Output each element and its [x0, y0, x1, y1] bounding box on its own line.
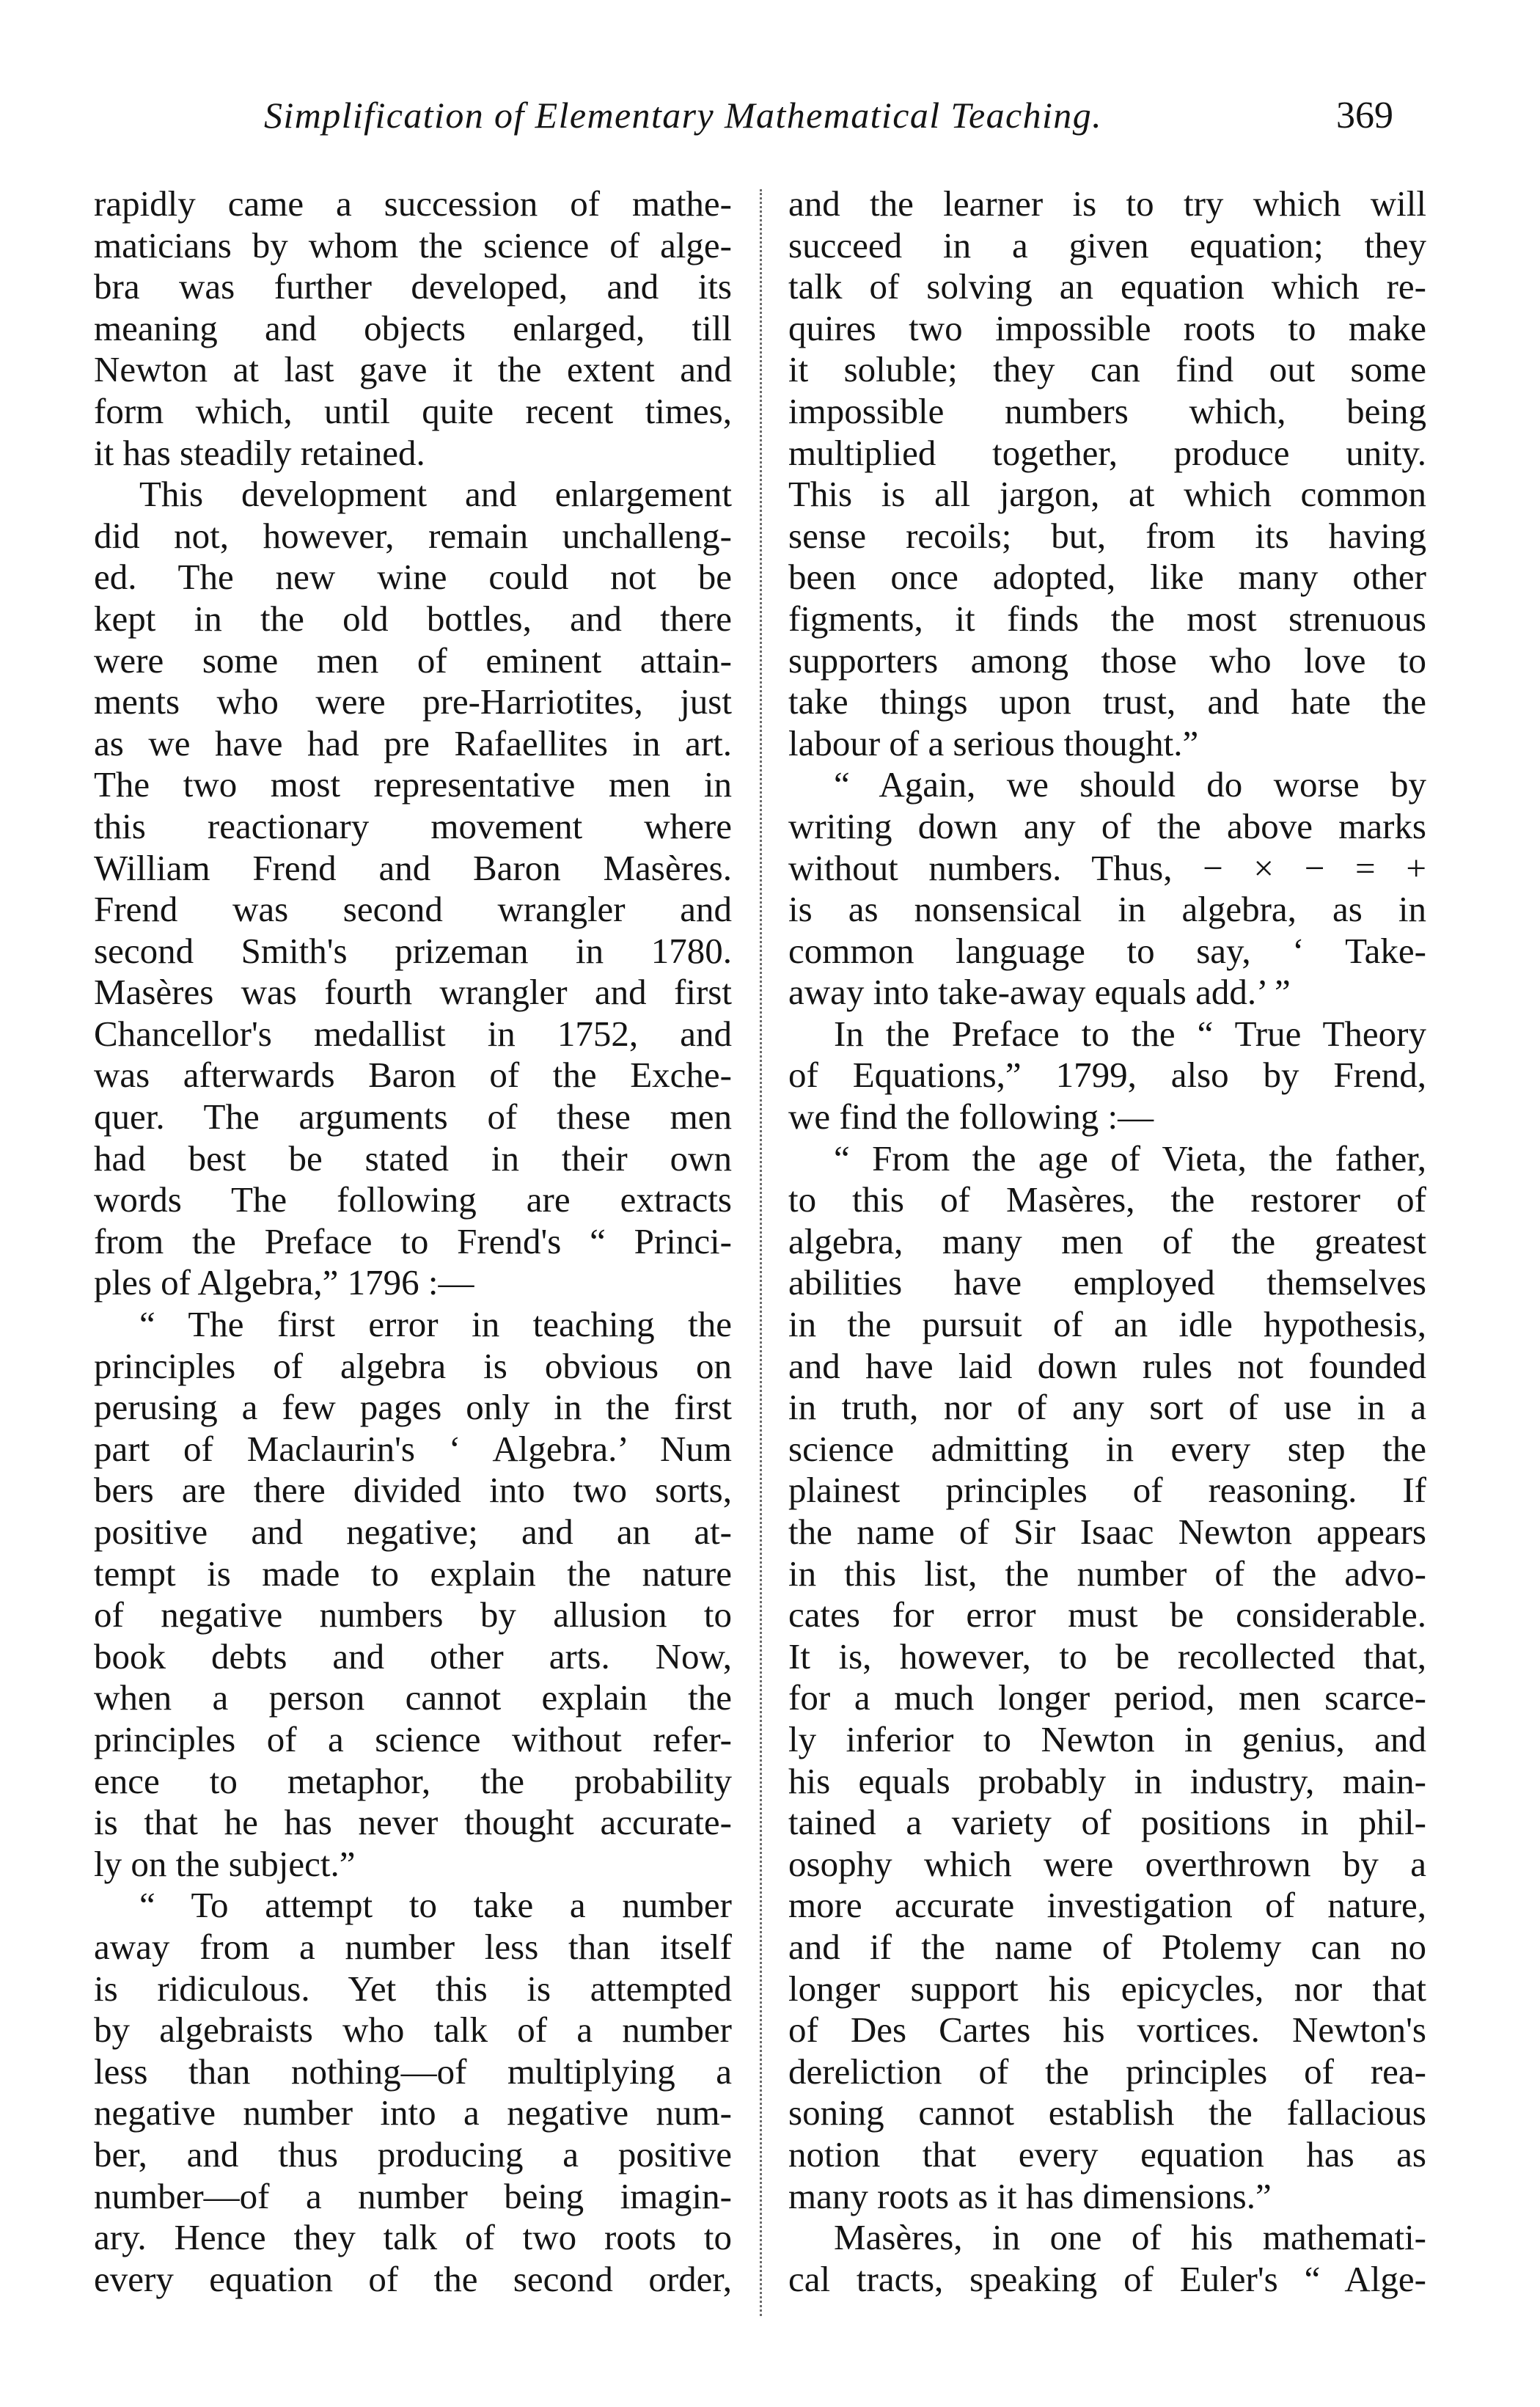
text-line: as we have had pre Rafaellites in art. [94, 722, 732, 763]
text-line: tained a variety of positions in phil- [788, 1802, 1426, 1843]
left-text-column [94, 183, 732, 2300]
text-line: principles of a science without refer- [94, 1718, 732, 1759]
text-line: is ridiculous. Yet this is attempted [94, 1968, 732, 2009]
text-line: longer support his epicycles, nor that [788, 1968, 1426, 2009]
text-line: sense recoils; but, from its having [788, 515, 1426, 556]
text-line: bra was further developed, and its [94, 266, 732, 307]
text-line: been once adopted, like many other [788, 557, 1426, 598]
text-line: every equation of the second order, [94, 2258, 732, 2299]
text-line: and have laid down rules not founded [788, 1345, 1426, 1386]
text-line: second Smith's prizeman in 1780. [94, 930, 732, 971]
text-line: soning cannot establish the fallacious [788, 2092, 1426, 2133]
text-line: ence to metaphor, the probability [94, 1760, 732, 1801]
text-line: ples of Algebra,” 1796 :— [94, 1262, 474, 1303]
text-line: bers are there divided into two sorts, [94, 1470, 732, 1511]
text-line: impossible numbers which, being [788, 390, 1426, 431]
text-line: tempt is made to explain the nature [94, 1553, 732, 1594]
text-line: the name of Sir Isaac Newton appears [788, 1512, 1426, 1552]
text-line: his equals probably in industry, main- [788, 1760, 1426, 1801]
text-line: algebra, many men of the greatest [788, 1220, 1426, 1261]
text-line: ly inferior to Newton in genius, and [788, 1718, 1426, 1759]
text-line: plainest principles of reasoning. If [788, 1470, 1426, 1511]
text-line: it soluble; they can find out some [788, 349, 1426, 390]
text-line: labour of a serious thought.” [788, 722, 1199, 763]
text-line: and if the name of Ptolemy can no [788, 1926, 1426, 1967]
text-line: ber, and thus producing a positive [94, 2133, 732, 2175]
text-line: of Des Cartes his vortices. Newton's [788, 2010, 1426, 2051]
text-line: did not, however, remain unchalleng- [94, 515, 732, 556]
text-line: It is, however, to be recollected that, [788, 1635, 1426, 1677]
text-line: is as nonsensical in algebra, as in [788, 889, 1426, 930]
text-line: by algebraists who talk of a number [94, 2010, 732, 2051]
text-line: of negative numbers by allusion to [94, 1594, 732, 1635]
text-line: of Equations,” 1799, also by Frend, [788, 1055, 1426, 1096]
text-line: supporters among those who love to [788, 640, 1426, 681]
text-line: The two most representative men in [94, 764, 732, 805]
text-line: less than nothing—of multiplying a [94, 2051, 732, 2092]
text-line: ly on the subject.” [94, 1843, 356, 1884]
text-line: kept in the old bottles, and there [94, 598, 732, 639]
text-line: writing down any of the above marks [788, 805, 1426, 846]
right-text-column [788, 183, 1426, 2300]
text-line: had best be stated in their own [94, 1137, 732, 1179]
text-line: rapidly came a succession of mathe- [94, 183, 732, 224]
text-line: form which, until quite recent times, [94, 390, 732, 431]
text-line: part of Maclaurin's ‘ Algebra.’ Num [94, 1428, 732, 1469]
text-line: number—of a number being imagin- [94, 2175, 732, 2216]
text-line: it has steadily retained. [94, 432, 425, 473]
text-line: quer. The arguments of these men [94, 1096, 732, 1137]
text-line: in the pursuit of an idle hypothesis, [788, 1304, 1426, 1345]
text-line: Chancellor's medallist in 1752, and [94, 1013, 732, 1054]
text-line: Masères, in one of his mathemati- [834, 2217, 1426, 2258]
text-line: positive and negative; and an at- [94, 1512, 732, 1552]
text-line: in this list, the number of the advo- [788, 1553, 1426, 1594]
text-line: to this of Masères, the restorer of [788, 1179, 1426, 1220]
text-line: more accurate investigation of nature, [788, 1885, 1426, 1926]
text-line: This is all jargon, at which common [788, 474, 1426, 515]
text-line: This development and enlargement [139, 474, 732, 515]
text-line: “ Again, we should do worse by [834, 764, 1426, 805]
text-line: “ The first error in teaching the [139, 1304, 732, 1345]
text-line: negative number into a negative num- [94, 2092, 732, 2133]
text-line: from the Preface to Frend's “ Princi- [94, 1220, 732, 1261]
text-line: away into take-away equals add.’ ” [788, 972, 1291, 1013]
text-line: meaning and objects enlarged, till [94, 307, 732, 348]
text-line: for a much longer period, men scarce- [788, 1677, 1426, 1718]
text-line: “ From the age of Vieta, the father, [834, 1137, 1426, 1179]
text-line: when a person cannot explain the [94, 1677, 732, 1718]
page-number: 369 [1336, 95, 1393, 136]
text-line: Frend was second wrangler and [94, 889, 732, 930]
text-line: science admitting in every step the [788, 1428, 1426, 1469]
text-line: words The following are extracts [94, 1179, 732, 1220]
text-line: ary. Hence they talk of two roots to [94, 2217, 732, 2258]
text-line: ed. The new wine could not be [94, 557, 732, 598]
text-line: multiplied together, produce unity. [788, 432, 1426, 473]
text-line: many roots as it has dimensions.” [788, 2175, 1272, 2216]
text-line: this reactionary movement where [94, 805, 732, 846]
text-line: away from a number less than itself [94, 1926, 732, 1967]
text-line: osophy which were overthrown by a [788, 1843, 1426, 1884]
text-line: abilities have employed themselves [788, 1262, 1426, 1303]
text-line: and the learner is to try which will [788, 183, 1426, 224]
text-line: take things upon trust, and hate the [788, 681, 1426, 722]
text-line: talk of solving an equation which re- [788, 266, 1426, 307]
text-line: maticians by whom the science of alge- [94, 224, 732, 265]
text-line: dereliction of the principles of rea- [788, 2051, 1426, 2092]
text-line: cal tracts, speaking of Euler's “ Alge- [788, 2258, 1426, 2299]
text-line: common language to say, ‘ Take- [788, 930, 1426, 971]
text-line: notion that every equation has as [788, 2133, 1426, 2175]
text-line: In the Preface to the “ True Theory [834, 1013, 1426, 1054]
text-line: William Frend and Baron Masères. [94, 847, 732, 888]
text-line: was afterwards Baron of the Exche- [94, 1055, 732, 1096]
text-line: cates for error must be considerable. [788, 1594, 1426, 1635]
text-line: principles of algebra is obvious on [94, 1345, 732, 1386]
text-line: Masères was fourth wrangler and first [94, 972, 732, 1013]
text-line: quires two impossible roots to make [788, 307, 1426, 348]
text-line: figments, it finds the most strenuous [788, 598, 1426, 639]
text-line: were some men of eminent attain- [94, 640, 732, 681]
text-line: “ To attempt to take a number [139, 1885, 732, 1926]
text-line: succeed in a given equation; they [788, 224, 1426, 265]
text-line: perusing a few pages only in the first [94, 1387, 732, 1428]
running-head [147, 88, 1445, 154]
text-line: without numbers. Thus, − × − = + [788, 847, 1426, 888]
text-line: we find the following :— [788, 1096, 1154, 1137]
column-divider [760, 189, 762, 2316]
text-line: Newton at last gave it the extent and [94, 349, 732, 390]
text-line: book debts and other arts. Now, [94, 1635, 732, 1677]
text-line: ments who were pre-Harriotites, just [94, 681, 732, 722]
running-title: Simplification of Elementary Mathematical Teaching. [264, 95, 1103, 136]
text-line: is that he has never thought accurate- [94, 1802, 732, 1843]
text-line: in truth, nor of any sort of use in a [788, 1387, 1426, 1428]
